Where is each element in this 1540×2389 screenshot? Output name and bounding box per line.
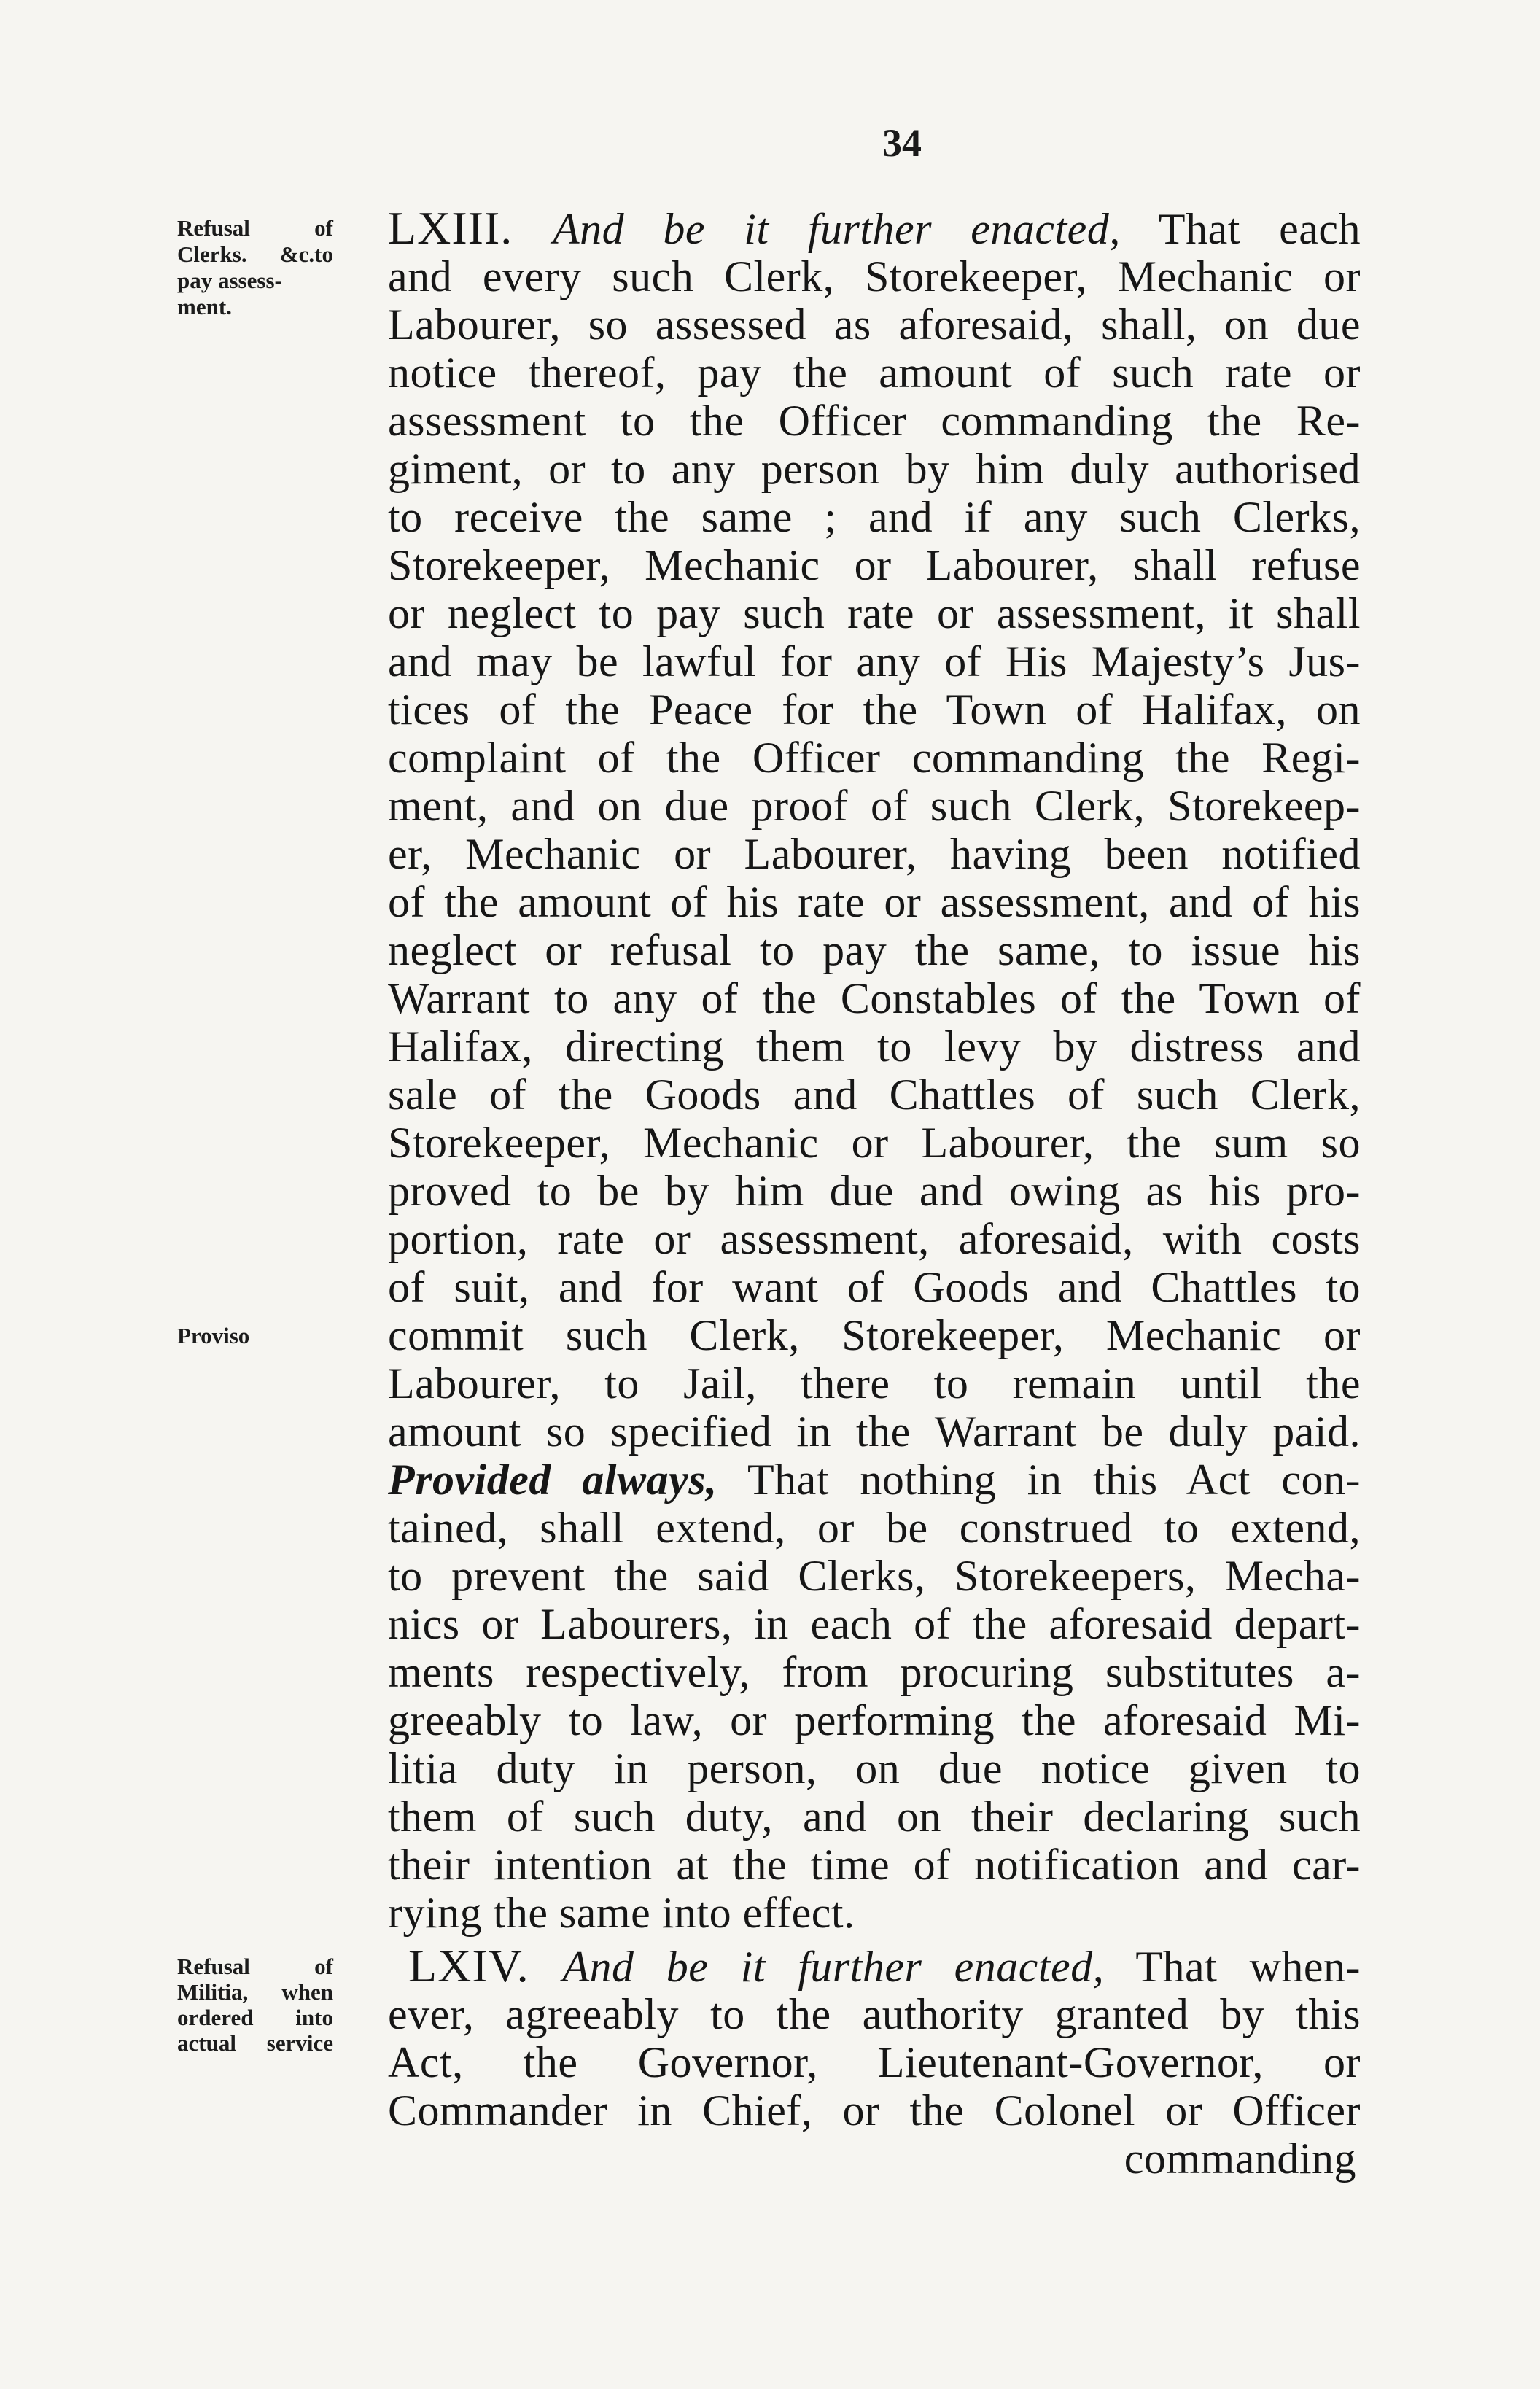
text-line: Act, the Governor, Lieutenant-Governor, or	[388, 2038, 1361, 2086]
text-line: portion, rate or assessment, aforesaid, with costs	[388, 1215, 1361, 1263]
margin-note-line: ment.	[177, 294, 232, 319]
page-number: 34	[882, 121, 922, 165]
text-line	[388, 1456, 1361, 1504]
section-number: LXIII.	[388, 202, 553, 254]
text-line: Halifax, directing them to levy by distress and	[388, 1022, 1361, 1071]
emphasis-phrase: Provided always,	[388, 1456, 718, 1504]
text-line: tained, shall extend, or be construed to extend,	[388, 1504, 1361, 1552]
enactment-section	[388, 1942, 1361, 2134]
text-line: Labourer, to Jail, there to remain until the	[388, 1359, 1361, 1407]
text-line: nics or Labourers, in each of the aforesaid depart-	[388, 1600, 1361, 1648]
enactment-sections	[388, 204, 1361, 2134]
text-line: neglect or refusal to pay the same, to issue his	[388, 926, 1361, 974]
margin-note-line: Clerks. &c.to	[177, 241, 333, 267]
text-line: giment, or to any person by him duly authorised	[388, 445, 1361, 493]
text-run: That each	[1120, 205, 1361, 253]
text-line: ments respectively, from procuring substitutes a-	[388, 1648, 1361, 1696]
text-line: to receive the same ; and if any such Clerks,	[388, 493, 1361, 541]
margin-note-line: Refusal of	[177, 1954, 333, 1979]
text-line: and may be lawful for any of His Majesty’s Jus-	[388, 637, 1361, 685]
text-line: assessment to the Officer commanding the Re-	[388, 397, 1361, 445]
emphasis-phrase: And be it further enacted,	[552, 205, 1121, 253]
text-line: their intention at the time of notification and car-	[388, 1841, 1361, 1889]
text-line: of suit, and for want of Goods and Chattles to	[388, 1263, 1361, 1311]
text-line: and every such Clerk, Storekeeper, Mechanic or	[388, 252, 1361, 300]
margin-note-line: Militia, when	[177, 1979, 333, 2005]
text-line: Labourer, so assessed as aforesaid, shall, on due	[388, 300, 1361, 349]
text-line: Storekeeper, Mechanic or Labourer, the sum so	[388, 1119, 1361, 1167]
main-text-column	[388, 204, 1361, 2183]
text-run: That when-	[1104, 1943, 1361, 1991]
text-line: ment, and on due proof of such Clerk, Storekeep-	[388, 782, 1361, 830]
text-line: proved to be by him due and owing as his pro-	[388, 1167, 1361, 1215]
text-line: Warrant to any of the Constables of the Town of	[388, 974, 1361, 1022]
text-line: them of such duty, and on their declaring such	[388, 1792, 1361, 1841]
margin-note-line: Refusal of	[177, 215, 333, 241]
enactment-section	[388, 204, 1361, 1937]
margin-note-line: Proviso	[177, 1323, 250, 1348]
margin-note-refusal-of-clerks	[177, 215, 333, 320]
margin-note-proviso	[177, 1323, 333, 1349]
text-line: greeably to law, or performing the aforesaid Mi-	[388, 1696, 1361, 1744]
section-number: LXIV.	[408, 1940, 563, 1992]
text-line: of the amount of his rate or assessment, and of his	[388, 878, 1361, 926]
text-line: Storekeeper, Mechanic or Labourer, shall refuse	[388, 541, 1361, 589]
text-line: tices of the Peace for the Town of Halifax, on	[388, 685, 1361, 734]
text-line: er, Mechanic or Labourer, having been notified	[388, 830, 1361, 878]
text-line: amount so specified in the Warrant be duly paid.	[388, 1407, 1361, 1456]
text-line: litia duty in person, on due notice given to	[388, 1744, 1361, 1792]
catchword: commanding	[1124, 2134, 1356, 2183]
text-line: notice thereof, pay the amount of such rate or	[388, 349, 1361, 397]
text-line: commit such Clerk, Storekeeper, Mechanic or	[388, 1311, 1361, 1359]
text-line: sale of the Goods and Chattles of such Clerk,	[388, 1071, 1361, 1119]
margin-note-refusal-of-militia	[177, 1954, 333, 2056]
margin-note-line: ordered into	[177, 2005, 333, 2030]
margin-note-line: actual service	[177, 2030, 333, 2056]
text-line: ever, agreeably to the authority granted by this	[388, 1990, 1361, 2038]
text-line	[388, 1942, 1361, 1990]
margin-note-line: pay assess-	[177, 268, 282, 293]
text-line: or neglect to pay such rate or assessment, it shall	[388, 589, 1361, 637]
text-line: rying the same into effect.	[388, 1889, 855, 1937]
text-line: Commander in Chief, or the Colonel or Officer	[388, 2086, 1361, 2134]
emphasis-phrase: And be it further enacted,	[562, 1943, 1105, 1991]
text-line: complaint of the Officer commanding the Regi-	[388, 734, 1361, 782]
text-line: to prevent the said Clerks, Storekeepers, Mecha-	[388, 1552, 1361, 1600]
text-line	[388, 204, 1361, 252]
text-run: That nothing in this Act con-	[717, 1456, 1361, 1504]
